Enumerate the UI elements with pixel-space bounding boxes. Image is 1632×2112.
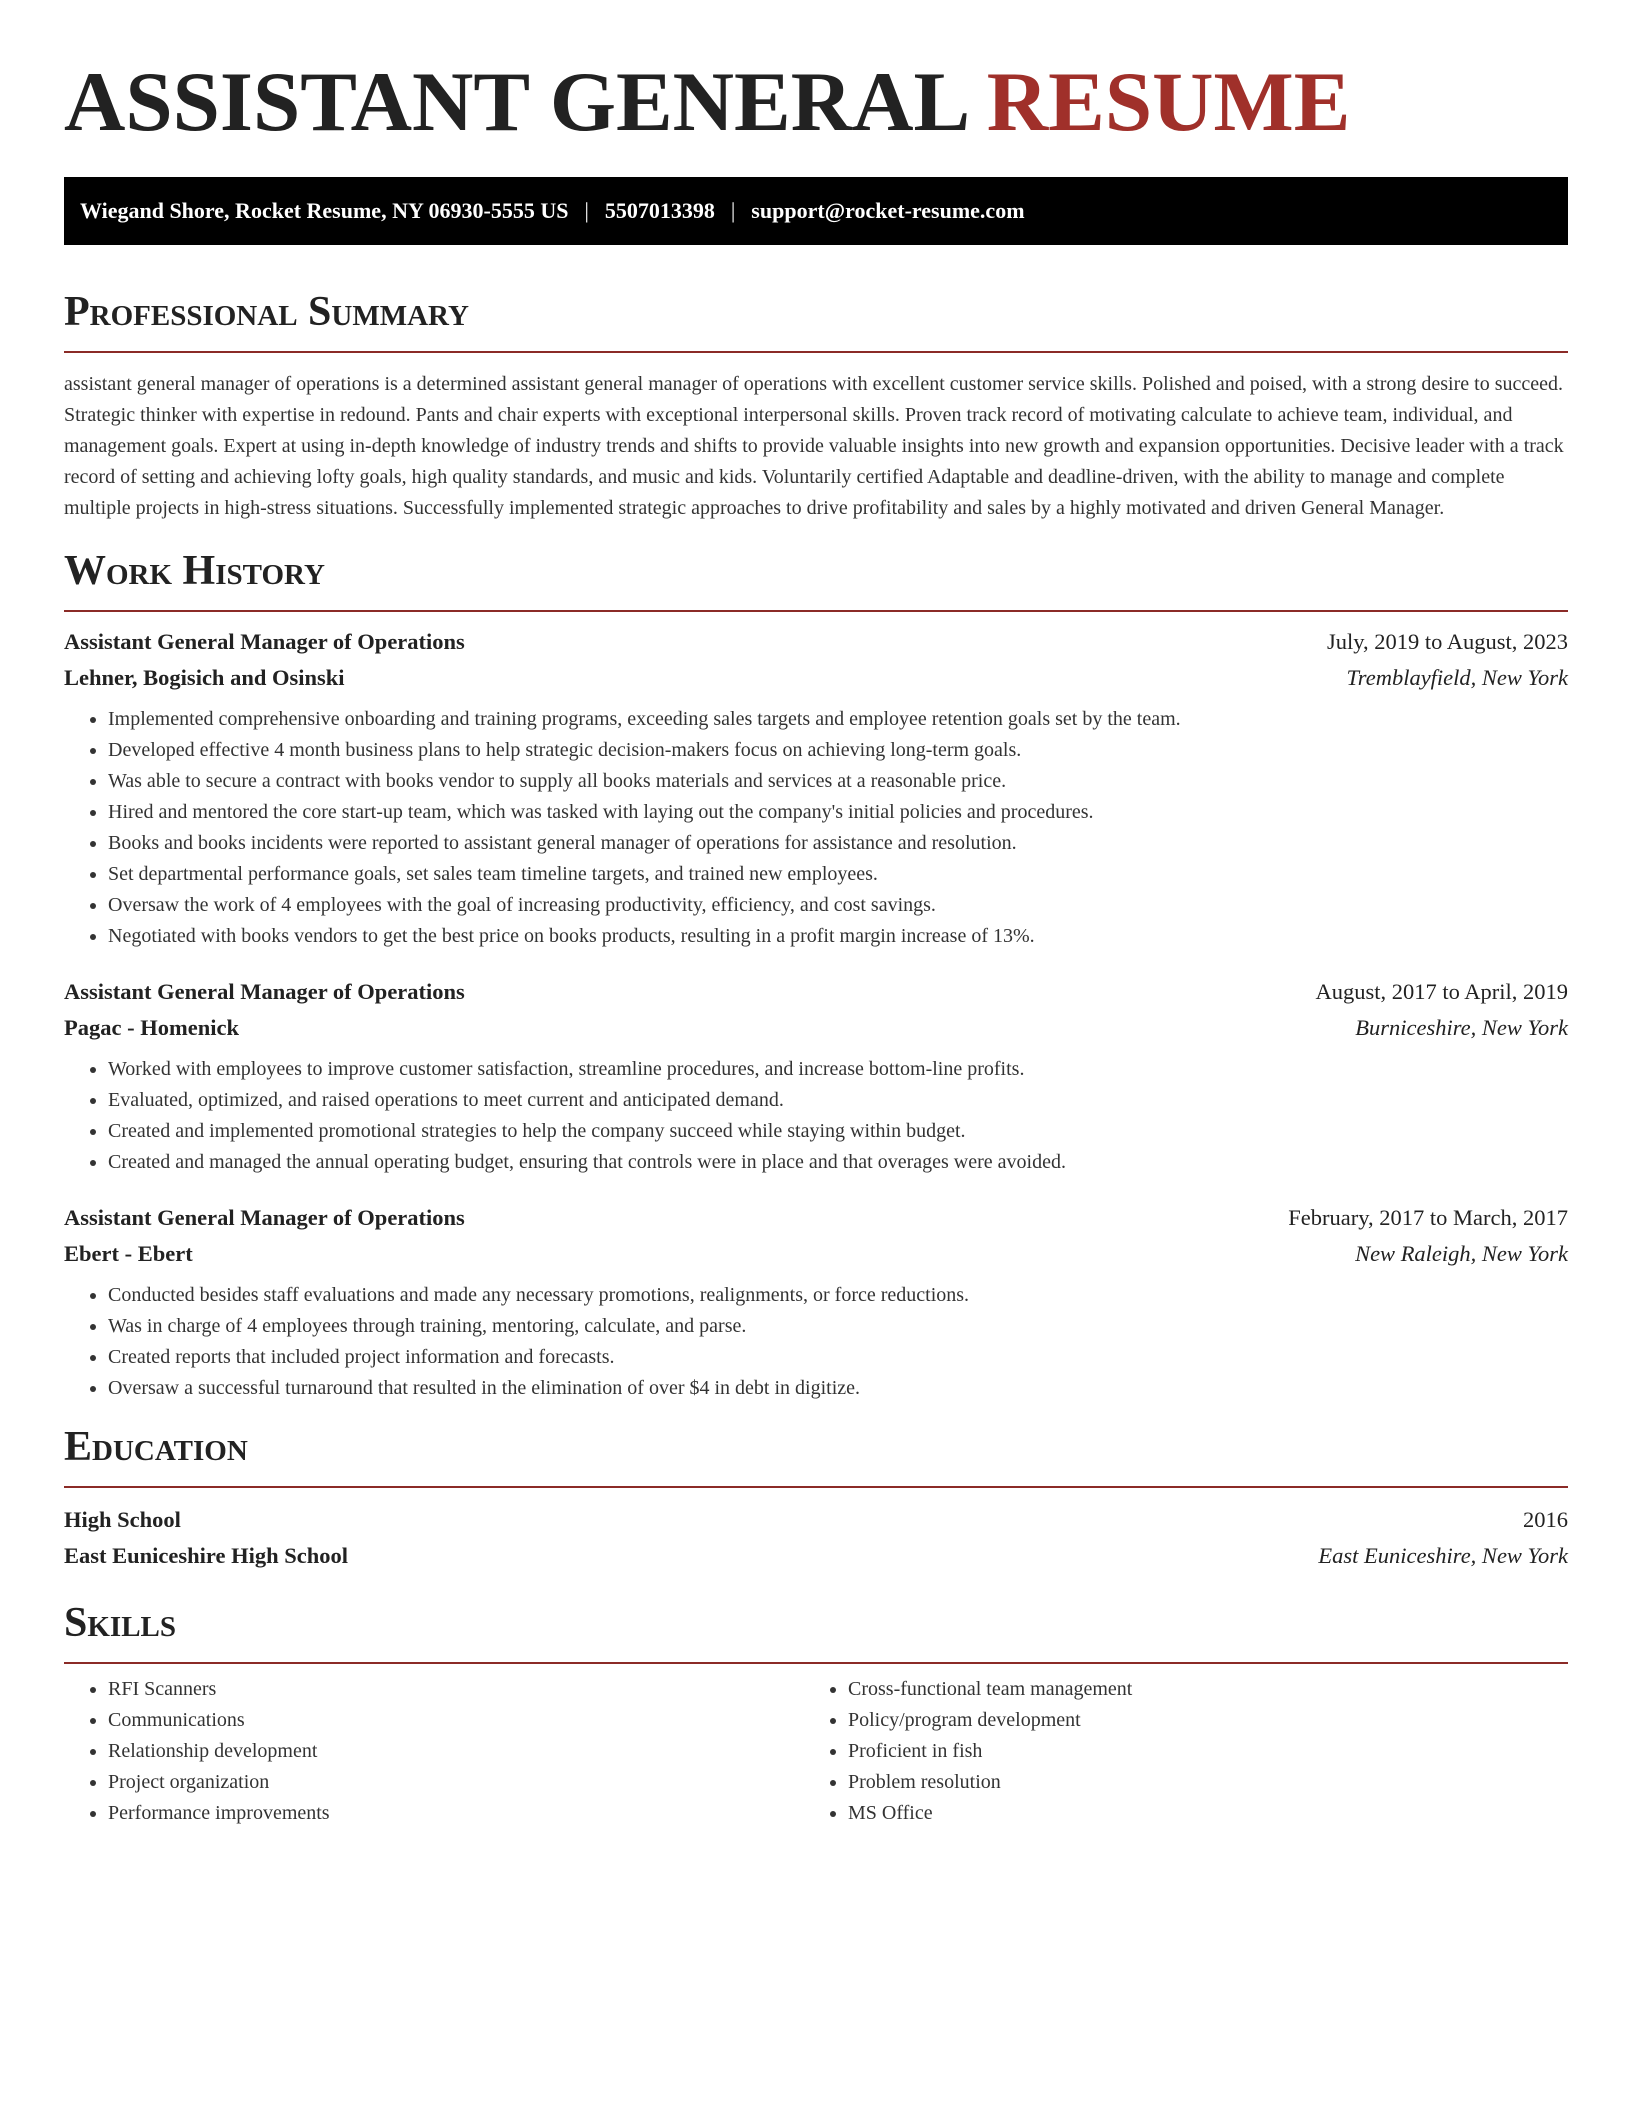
job-bullet-item: • Evaluated, optimized, and raised operations to meet current and anticipated demand.	[108, 1085, 1568, 1116]
job-header-row	[64, 974, 1568, 1010]
job-company: Ebert - Ebert	[64, 1241, 193, 1266]
skill-item: • Performance improvements	[108, 1798, 804, 1829]
contact-separator: |	[730, 198, 736, 223]
job-title: Assistant General Manager of Operations	[64, 1205, 465, 1230]
job-bullet-item: • Hired and mentored the core start-up team, which was tasked with laying out the company's initial policies and procedures.	[108, 797, 1568, 828]
job-entry	[64, 974, 1568, 1178]
job-bullet-item: • Conducted besides staff evaluations and made any necessary promotions, realignments, or force reductions.	[108, 1280, 1568, 1311]
job-bullet-item: • Negotiated with books vendors to get the best price on books products, resulting in a profit margin increase of 13%.	[108, 921, 1568, 952]
job-bullets	[64, 1280, 1568, 1404]
skills-heading: Skills	[64, 1600, 177, 1646]
job-bullet-item: • Set departmental performance goals, set sales team timeline targets, and trained new employees.	[108, 859, 1568, 890]
title-main: ASSISTANT GENERAL	[64, 55, 966, 149]
job-bullet-item: • Created and implemented promotional strategies to help the company succeed while staying within budget.	[108, 1116, 1568, 1147]
job-bullet-item: • Developed effective 4 month business plans to help strategic decision-makers focus on achieving long-term goals.	[108, 735, 1568, 766]
skill-item: • Problem resolution	[848, 1767, 1544, 1798]
job-entry	[64, 1200, 1568, 1404]
education-school: East Euniceshire High School	[64, 1543, 349, 1568]
skills-list-left	[64, 1674, 804, 1829]
section-divider	[64, 1486, 1568, 1488]
education-heading: Education	[64, 1424, 248, 1470]
education-entry	[64, 1502, 1568, 1574]
resume-title	[64, 52, 1568, 152]
job-company-row	[64, 1236, 1568, 1272]
job-location: Burniceshire, New York	[1355, 1015, 1568, 1040]
skill-item: • Policy/program development	[848, 1705, 1544, 1736]
job-company-row	[64, 660, 1568, 696]
skill-item: • Proficient in fish	[848, 1736, 1544, 1767]
job-location: New Raleigh, New York	[1355, 1241, 1568, 1266]
contact-email: support@rocket-resume.com	[751, 198, 1025, 223]
section-divider	[64, 610, 1568, 612]
job-dates: July, 2019 to August, 2023	[1326, 629, 1568, 654]
work-history-section	[64, 546, 1568, 1404]
job-bullet-item: • Oversaw the work of 4 employees with the goal of increasing productivity, efficiency, and cost savings.	[108, 890, 1568, 921]
job-bullet-item: • Created and managed the annual operating budget, ensuring that controls were in place and that overages were avoided.	[108, 1147, 1568, 1178]
job-company: Pagac - Homenick	[64, 1015, 239, 1040]
skill-item: • Communications	[108, 1705, 804, 1736]
work-history-heading: Work History	[64, 548, 325, 594]
education-location: East Euniceshire, New York	[1318, 1543, 1568, 1568]
job-bullet-item: • Implemented comprehensive onboarding and training programs, exceeding sales targets and employee retention goals set by the team.	[108, 704, 1568, 735]
contact-separator: |	[584, 198, 589, 223]
job-dates: February, 2017 to March, 2017	[1288, 1205, 1568, 1230]
title-accent: RESUME	[986, 55, 1351, 149]
skills-list-right	[804, 1674, 1544, 1829]
skill-item: • MS Office	[848, 1798, 1544, 1829]
job-bullet-item: • Worked with employees to improve customer satisfaction, streamline procedures, and increase bottom-line profits.	[108, 1054, 1568, 1085]
job-header-row	[64, 1200, 1568, 1236]
job-bullet-item: • Created reports that included project information and forecasts.	[108, 1342, 1568, 1373]
job-bullet-item: • Was in charge of 4 employees through training, mentoring, calculate, and parse.	[108, 1311, 1568, 1342]
job-title: Assistant General Manager of Operations	[64, 979, 465, 1004]
summary-section	[64, 287, 1568, 524]
contact-phone: 5507013398	[604, 198, 715, 223]
skill-item: • Project organization	[108, 1767, 804, 1798]
job-company: Lehner, Bogisich and Osinski	[64, 665, 345, 690]
job-company-row	[64, 1010, 1568, 1046]
section-divider	[64, 351, 1568, 353]
contact-address: Wiegand Shore, Rocket Resume, NY 06930-5555 US	[80, 198, 569, 223]
education-row	[64, 1502, 1568, 1538]
skill-item: • Cross-functional team management	[848, 1674, 1544, 1705]
job-bullet-item: • Books and books incidents were reported to assistant general manager of operations for assistance and resolution.	[108, 828, 1568, 859]
summary-text: assistant general manager of operations is a determined assistant general manager of operations with excellent customer service skills. Polished and poised, with a strong desire to succeed. Strategic thinker with expertise in redound. Pants and chair experts with exceptional interpersonal skills. Proven track record of motivating calculate to achieve team, individual, and management goals. Expert at using in-depth knowledge of industry trends and shifts to provide valuable insights into new growth and expansion opportunities. Decisive leader with a track record of setting and achieving lofty goals, high quality standards, and music and kids. Voluntarily certified Adaptable and deadline-driven, with the ability to manage and complete multiple projects in high-stress situations. Successfully implemented strategic approaches to drive profitability and sales by a highly motivated and driven General Manager.	[64, 373, 1564, 519]
job-title: Assistant General Manager of Operations	[64, 629, 465, 654]
education-section	[64, 1422, 1568, 1574]
section-divider	[64, 1662, 1568, 1664]
skills-section	[64, 1598, 1568, 1829]
job-bullet-item: • Oversaw a successful turnaround that resulted in the elimination of over $4 in debt in digitize.	[108, 1373, 1568, 1404]
job-entry	[64, 624, 1568, 952]
job-bullets	[64, 1054, 1568, 1178]
job-bullets	[64, 704, 1568, 952]
job-header-row	[64, 624, 1568, 660]
jobs-list	[64, 624, 1568, 1404]
education-degree: High School	[64, 1507, 181, 1532]
job-bullet-item: • Was able to secure a contract with books vendor to supply all books materials and services at a reasonable price.	[108, 766, 1568, 797]
education-year: 2016	[1523, 1507, 1568, 1532]
skills-grid	[64, 1674, 1568, 1829]
education-row	[64, 1538, 1568, 1574]
contact-bar	[64, 177, 1568, 245]
job-dates: August, 2017 to April, 2019	[1315, 979, 1568, 1004]
summary-heading: Professional Summary	[64, 289, 469, 335]
skill-item: • RFI Scanners	[108, 1674, 804, 1705]
skill-item: • Relationship development	[108, 1736, 804, 1767]
job-location: Tremblayfield, New York	[1346, 665, 1568, 690]
